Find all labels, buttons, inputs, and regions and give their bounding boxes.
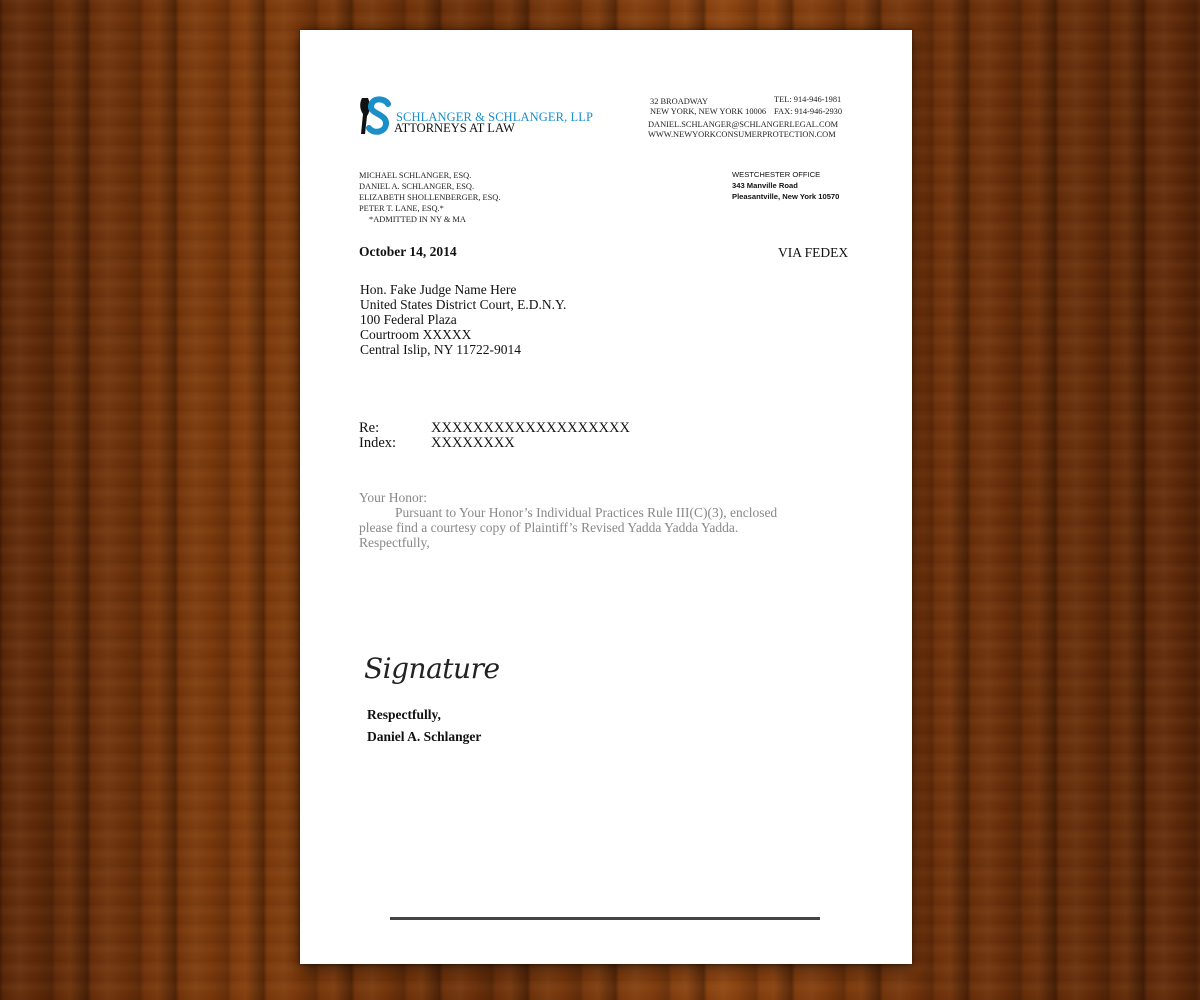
fax-number: FAX: 914-946-2930 [774, 107, 843, 116]
index-label: Index: [359, 435, 397, 451]
westchester-office [732, 169, 839, 202]
phone-number: TEL: 914-946-1981 [774, 95, 842, 104]
body-line: Pursuant to Your Honor’s Individual Practices Rule III(C)(3), enclosed [395, 505, 778, 520]
recipient-line: Hon. Fake Judge Name Here [360, 282, 517, 297]
email-address: DANIEL.SCHLANGER@SCHLANGERLEGAL.COM [648, 120, 839, 129]
attorney-name: DANIEL A. SCHLANGER, ESQ. [359, 182, 475, 191]
letter-body [359, 490, 829, 550]
recipient-line: United States District Court, E.D.N.Y. [360, 297, 567, 312]
signature: Signature [364, 652, 500, 685]
salutation: Your Honor: [359, 490, 428, 505]
recipient-line: Central Islip, NY 11722-9014 [360, 342, 521, 357]
firm-subtitle: ATTORNEYS AT LAW [394, 121, 515, 135]
body-line: please find a courtesy copy of Plaintiff’s Revised Yadda Yadda Yadda. [359, 520, 739, 535]
recipient-line: Courtroom XXXXX [360, 327, 472, 342]
re-label: Re: [359, 420, 380, 436]
attorney-name: PETER T. LANE, ESQ.* [359, 204, 444, 213]
address-line-1: 32 BROADWAY [650, 97, 709, 106]
recipient-address [360, 282, 566, 357]
admission-note: *ADMITTED IN NY & MA [369, 215, 466, 224]
address-line-2: NEW YORK, NEW YORK 10006 [650, 107, 767, 116]
attorney-name: ELIZABETH SHOLLENBERGER, ESQ. [359, 193, 501, 202]
office-heading: WESTCHESTER OFFICE [732, 170, 821, 179]
closing: Respectfully, [367, 707, 441, 722]
firm-name: SCHLANGER & SCHLANGER, LLP [396, 110, 594, 124]
website-address: WWW.NEWYORKCONSUMERPROTECTION.COM [648, 130, 836, 139]
letter-page [300, 30, 912, 964]
body-closing: Respectfully, [359, 535, 430, 550]
signer-name: Daniel A. Schlanger [367, 729, 482, 744]
firm-logo-icon [358, 96, 392, 136]
office-street: 343 Manville Road [732, 181, 798, 190]
re-value: XXXXXXXXXXXXXXXXXXX [431, 420, 630, 436]
footer-divider [390, 917, 820, 920]
letter-date: October 14, 2014 [359, 244, 457, 259]
attorney-name: MICHAEL SCHLANGER, ESQ. [359, 171, 472, 180]
index-line [359, 435, 515, 452]
delivery-method: VIA FEDEX [778, 245, 849, 260]
index-value: XXXXXXXX [431, 435, 515, 451]
recipient-line: 100 Federal Plaza [360, 312, 457, 327]
office-city: Pleasantville, New York 10570 [732, 192, 840, 201]
attorney-list [359, 170, 500, 225]
